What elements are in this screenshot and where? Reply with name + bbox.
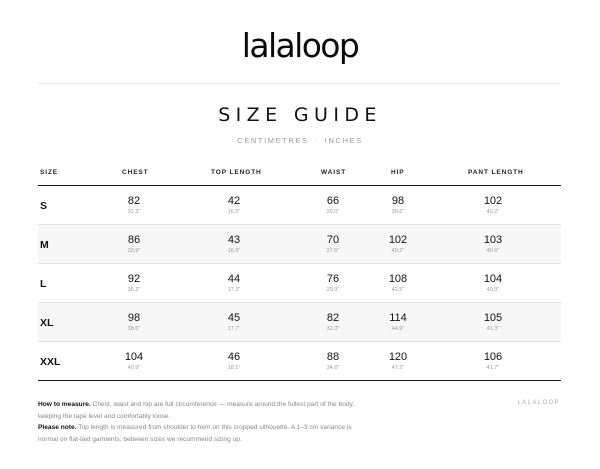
- hip-cell: [368, 195, 428, 217]
- waist-in: 29.9": [326, 287, 340, 293]
- how-to-measure-text: Chest, waist and hip are full circumference — measure around the fullest part of the body, keeping the tape level and comfortably loose.: [38, 401, 355, 420]
- size-label: S: [40, 200, 48, 212]
- chest-cell: [104, 273, 164, 295]
- unit-centimetres[interactable]: CENTIMETRES: [237, 136, 309, 145]
- pant-length-in: 40.6": [486, 248, 500, 254]
- size-label: XL: [40, 317, 54, 329]
- table-row: [38, 264, 561, 303]
- size-label: L: [40, 278, 47, 290]
- waist-cm: 70: [326, 234, 340, 246]
- hip-cell: [368, 273, 428, 295]
- top-length-in: 17.3": [227, 287, 241, 293]
- pant-length-cm: 104: [483, 273, 503, 285]
- top-length-in: 16.5": [227, 209, 241, 215]
- top-length-cell: [204, 234, 264, 256]
- hip-in: 42.5": [391, 287, 405, 293]
- waist-in: 34.6": [326, 365, 340, 371]
- header-size: SIZE: [40, 169, 59, 176]
- waist-in: 26.0": [326, 209, 340, 215]
- waist-cell: [303, 273, 363, 295]
- pant-length-cm: 105: [483, 312, 503, 324]
- pant-length-cell: [463, 351, 523, 373]
- pant-length-cell: [463, 312, 523, 334]
- chest-cm: 86: [127, 234, 141, 246]
- waist-cell: [303, 351, 363, 373]
- top-length-cell: [204, 273, 264, 295]
- pant-length-in: 41.7": [486, 365, 500, 371]
- top-length-cell: [204, 312, 264, 334]
- size-label: XXL: [40, 356, 61, 368]
- chest-in: 32.3": [127, 209, 141, 215]
- brand-logo: lalaloop: [241, 26, 359, 65]
- chest-in: 36.2": [127, 287, 141, 293]
- hip-cell: [368, 234, 428, 256]
- waist-cell: [303, 234, 363, 256]
- header-divider: [38, 83, 561, 84]
- waist-in: 32.3": [326, 326, 340, 332]
- footer-brand-mark: LALALOOP: [517, 400, 560, 406]
- please-note: [38, 422, 368, 445]
- chest-cell: [104, 312, 164, 334]
- size-table: [38, 160, 561, 381]
- waist-cm: 76: [326, 273, 340, 285]
- top-length-cm: 43: [227, 234, 241, 246]
- header-hip: HIP: [391, 169, 405, 176]
- top-length-cm: 46: [227, 351, 241, 363]
- chest-in: 38.6": [127, 326, 141, 332]
- pant-length-cell: [463, 195, 523, 217]
- top-length-cm: 45: [227, 312, 241, 324]
- waist-cm: 82: [326, 312, 340, 324]
- top-length-cm: 42: [227, 195, 241, 207]
- waist-cm: 88: [326, 351, 340, 363]
- top-length-in: 18.1": [227, 365, 241, 371]
- measurement-notes: [38, 399, 368, 445]
- hip-cm: 108: [388, 273, 408, 285]
- header-pant-length: PANT LENGTH: [468, 169, 524, 176]
- table-header: [38, 160, 561, 186]
- table-row: [38, 225, 561, 264]
- waist-cm: 66: [326, 195, 340, 207]
- hip-cell: [368, 351, 428, 373]
- how-to-measure-label: How to measure.: [38, 401, 91, 408]
- top-length-in: 16.9": [227, 248, 241, 254]
- please-note-text: Top length is measured from shoulder to hem on this cropped silhouette. A 1–3 cm variance is normal on flat-laid garments; between sizes we recommend sizing up.: [38, 424, 352, 443]
- how-to-measure-note: [38, 399, 368, 422]
- pant-length-in: 41.3": [486, 326, 500, 332]
- pant-length-in: 40.2": [486, 209, 500, 215]
- table-row: [38, 342, 561, 381]
- pant-length-cm: 106: [483, 351, 503, 363]
- chest-cell: [104, 234, 164, 256]
- table-row: [38, 186, 561, 225]
- top-length-cell: [204, 195, 264, 217]
- unit-separator: ·: [314, 136, 319, 145]
- chest-cm: 82: [127, 195, 141, 207]
- chest-cell: [104, 195, 164, 217]
- page-title: SIZE GUIDE: [218, 104, 382, 126]
- top-length-cell: [204, 351, 264, 373]
- waist-cell: [303, 195, 363, 217]
- chest-in: 33.9": [127, 248, 141, 254]
- hip-in: 40.2": [391, 248, 405, 254]
- hip-in: 44.9": [391, 326, 405, 332]
- hip-in: 47.2": [391, 365, 405, 371]
- hip-cell: [368, 312, 428, 334]
- size-label: M: [40, 239, 49, 251]
- unit-inches[interactable]: INCHES: [324, 136, 363, 145]
- top-length-in: 17.7": [227, 326, 241, 332]
- hip-in: 38.6": [391, 209, 405, 215]
- pant-length-in: 40.9": [486, 287, 500, 293]
- chest-cm: 104: [124, 351, 144, 363]
- top-length-cm: 44: [227, 273, 241, 285]
- chest-cm: 92: [127, 273, 141, 285]
- unit-switch: [0, 136, 600, 145]
- pant-length-cm: 102: [483, 195, 503, 207]
- header-top-length: TOP LENGTH: [211, 169, 262, 176]
- chest-cell: [104, 351, 164, 373]
- chest-in: 40.9": [127, 365, 141, 371]
- chest-cm: 98: [127, 312, 141, 324]
- waist-cell: [303, 312, 363, 334]
- table-row: [38, 303, 561, 342]
- pant-length-cm: 103: [483, 234, 503, 246]
- please-note-label: Please note.: [38, 424, 77, 431]
- waist-in: 27.6": [326, 248, 340, 254]
- pant-length-cell: [463, 234, 523, 256]
- header-chest: CHEST: [122, 169, 149, 176]
- hip-cm: 120: [388, 351, 408, 363]
- pant-length-cell: [463, 273, 523, 295]
- hip-cm: 114: [389, 312, 407, 324]
- hip-cm: 102: [388, 234, 408, 246]
- hip-cm: 98: [391, 195, 405, 207]
- header-waist: WAIST: [321, 169, 347, 176]
